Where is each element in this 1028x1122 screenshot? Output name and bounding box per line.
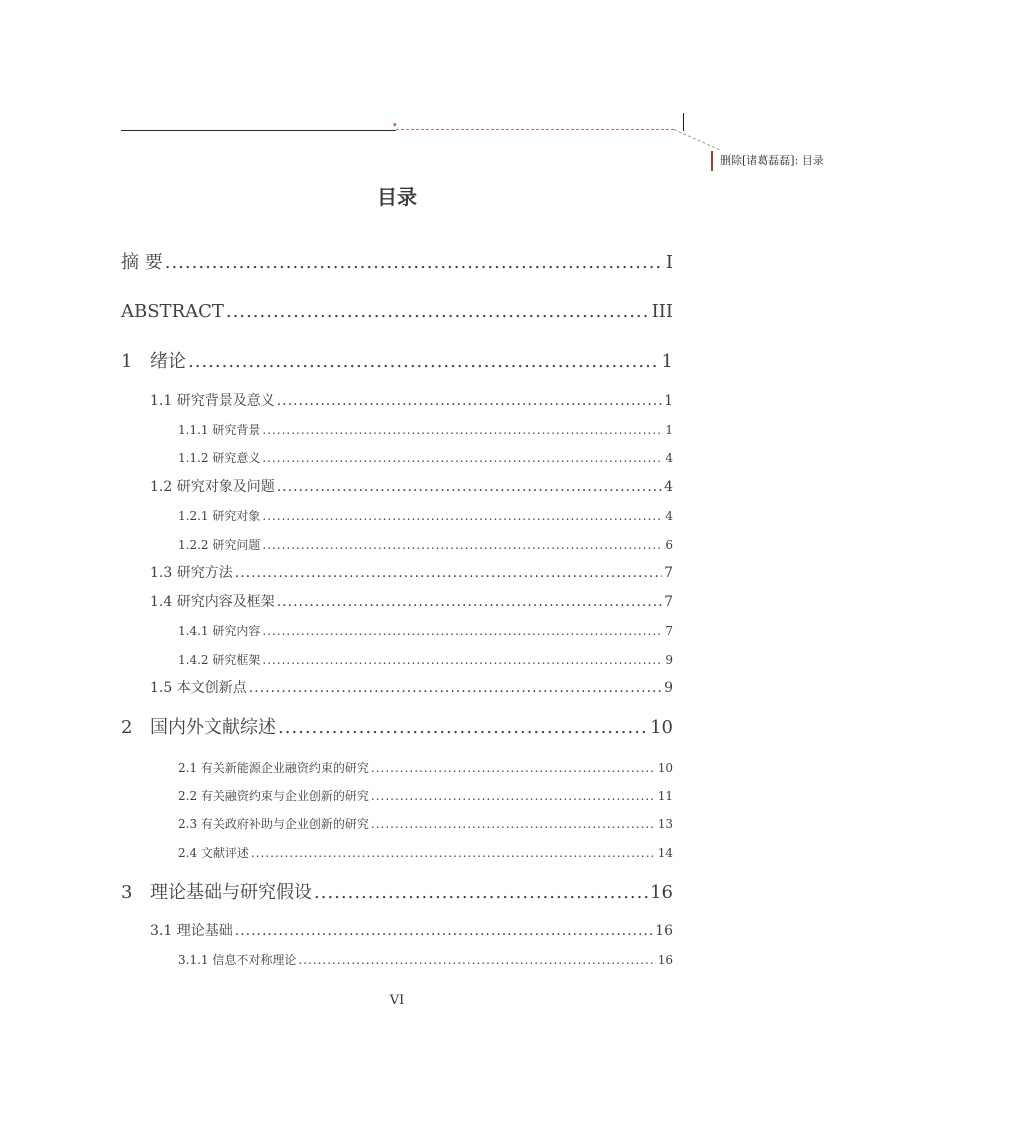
toc-entry-2-2[interactable] [178,788,673,804]
toc-entry-label: 1.4.1 研究内容 [178,624,261,638]
toc-entry-page: 9 [665,653,673,667]
toc-entry-3-1[interactable] [150,922,673,940]
toc-entry-page: 9 [664,680,673,696]
toc-entry-1-2-2[interactable] [178,537,673,553]
toc-leader-dots [298,952,655,968]
toc-entry-page: 4 [665,451,673,465]
toc-entry-page: 14 [657,846,673,860]
toc-entry-label: 1.5 本文创新点 [150,680,247,696]
toc-entry-label: 2.2 有关融资约束与企业创新的研究 [178,789,369,803]
toc-entry-label: 2.3 有关政府补助与企业创新的研究 [178,817,369,831]
toc-entry-label: 2.1 有关新能源企业融资约束的研究 [178,761,369,775]
toc-chapter-number: 1 [121,351,133,372]
toc-entry-label: 1.3 研究方法 [150,565,233,581]
toc-entry-label: ABSTRACT [121,301,224,322]
toc-leader-dots [251,845,656,861]
toc-entry-label: 国内外文献综述 [150,717,276,738]
toc-entry-1-5[interactable] [150,679,673,697]
toc-leader-dots [262,623,663,639]
toc-entry-page: 16 [657,953,673,967]
toc-entry-label: 1.1.1 研究背景 [178,423,261,437]
toc-entry-1-1[interactable] [150,392,673,410]
toc-entry-page: 7 [664,565,673,581]
toc-entry-2-1[interactable] [178,760,673,776]
toc-entry-page: 16 [655,923,673,939]
toc-entry-page: 6 [665,538,673,552]
toc-leader-dots [235,922,653,940]
toc-entry-1-2-1[interactable] [178,508,673,524]
toc-leader-dots [235,564,662,582]
toc-entry-label: 3.1.1 信息不对称理论 [178,953,297,967]
toc-leader-dots [188,350,660,374]
toc-entry-abstract-cn[interactable] [121,251,673,275]
toc-leader-dots [314,881,648,905]
toc-entry-chapter-2[interactable] [121,716,673,740]
toc-leader-dots [278,716,648,740]
toc-leader-dots [277,593,662,611]
deleted-text-mark [396,129,674,130]
toc-leader-dots [262,652,663,668]
toc-leader-dots [371,816,656,832]
toc-leader-dots [262,422,663,438]
toc-entry-page: 16 [650,882,673,903]
toc-entry-label: 1.4 研究内容及框架 [150,594,275,610]
toc-entry-page: 10 [657,761,673,775]
toc-entry-abstract-en[interactable] [121,300,673,324]
toc-entry-page: 10 [650,717,673,738]
comment-connector [674,129,720,150]
toc-entry-chapter-1[interactable] [121,350,673,374]
toc-leader-dots [262,537,663,553]
toc-entry-label: 绪论 [150,351,186,372]
toc-leader-dots [165,251,664,275]
revision-balloon[interactable] [711,151,824,171]
text-cursor [683,113,684,131]
toc-entry-label: 1.2.1 研究对象 [178,509,261,523]
change-marker-icon: ▾ [393,121,397,129]
toc-entry-label: 3.1 理论基础 [150,923,233,939]
toc-leader-dots [277,478,662,496]
toc-chapter-number: 3 [121,882,133,903]
toc-entry-3-1-1[interactable] [178,952,673,968]
toc-entry-page: I [665,252,673,273]
toc-entry-chapter-3[interactable] [121,881,673,905]
toc-leader-dots [262,508,663,524]
toc-entry-page: 1 [664,393,673,409]
toc-title: 目录 [377,185,417,209]
toc-entry-label: 1.1 研究背景及意义 [150,393,275,409]
toc-entry-2-4[interactable] [178,845,673,861]
toc-entry-label: 1.1.2 研究意义 [178,451,261,465]
toc-entry-1-4[interactable] [150,593,673,611]
header-rule [121,130,396,131]
toc-entry-1-4-2[interactable] [178,652,673,668]
toc-entry-page: 11 [657,789,673,803]
toc-chapter-number: 2 [121,717,133,738]
toc-entry-page: III [651,301,673,322]
toc-entry-page: 1 [661,351,673,372]
toc-leader-dots [371,760,656,776]
toc-entry-label: 2.4 文献评述 [178,846,249,860]
toc-entry-page: 13 [657,817,673,831]
toc-entry-label: 1.2.2 研究问题 [178,538,261,552]
toc-entry-1-4-1[interactable] [178,623,673,639]
page-number: VI [389,993,405,1008]
toc-leader-dots [249,679,662,697]
toc-entry-1-2[interactable] [150,478,673,496]
toc-entry-page: 1 [665,423,673,437]
toc-entry-page: 7 [665,624,673,638]
toc-entry-label: 1.2 研究对象及问题 [150,479,275,495]
toc-entry-page: 4 [664,479,673,495]
revision-balloon-text: 删除[诸葛磊磊]: 目录 [720,154,824,167]
toc-entry-label: 摘 要 [121,252,163,273]
toc-leader-dots [277,392,662,410]
toc-leader-dots [262,450,663,466]
toc-leader-dots [371,788,656,804]
toc-entry-1-3[interactable] [150,564,673,582]
toc-entry-page: 7 [664,594,673,610]
toc-entry-1-1-1[interactable] [178,422,673,438]
toc-entry-1-1-2[interactable] [178,450,673,466]
toc-entry-page: 4 [665,509,673,523]
toc-leader-dots [226,300,650,324]
toc-entry-label: 1.4.2 研究框架 [178,653,261,667]
toc-entry-label: 理论基础与研究假设 [150,882,312,903]
toc-entry-2-3[interactable] [178,816,673,832]
